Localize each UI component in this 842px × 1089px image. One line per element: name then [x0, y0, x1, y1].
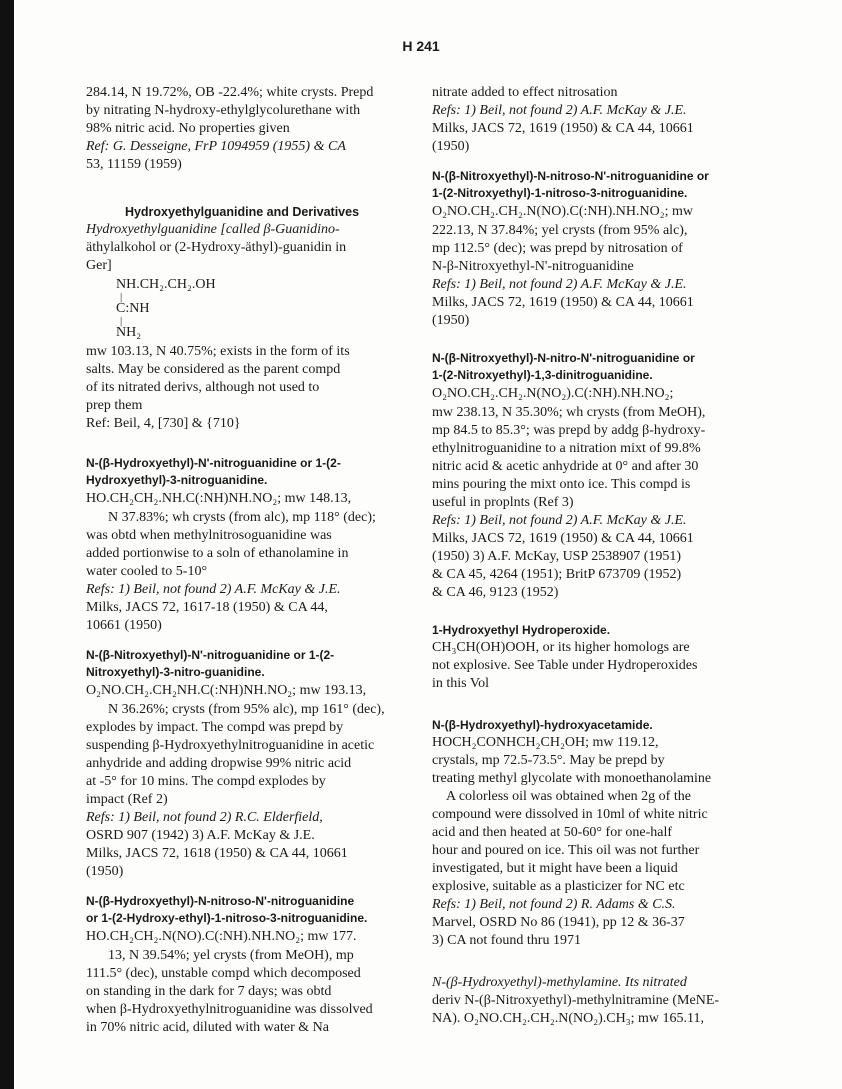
ref-line: Milks, JACS 72, 1619 (1950) & CA 44, 10661: [432, 295, 694, 310]
ref-line: Refs: 1) Beil, not found 2) A.F. McKay & J.E.: [86, 582, 341, 597]
left-column: [86, 84, 398, 1049]
compound-entry: [86, 893, 398, 1037]
ref-line: Ref: Beil, 4, [730] & {710}: [86, 416, 241, 431]
text-line: mp 84.5 to 85.3°; was prepd by addg β-hydroxy-: [432, 423, 706, 438]
formula-line: O₂NO.CH₂.CH₂.N(NO).C(:NH).NH.NO₂; mw: [432, 204, 694, 219]
text-line: 111.5° (dec), unstable compd which decomposed: [86, 966, 361, 981]
text-line: in this Vol: [432, 676, 490, 691]
text-line: Hydroxyethylguanidine [called β-Guanidino-: [86, 222, 340, 237]
text-line: N 36.26%; crysts (from 95% alc), mp 161° (dec),: [108, 702, 385, 717]
structural-formula: [116, 277, 398, 341]
text-line: useful in proplnts (Ref 3): [432, 495, 574, 510]
text-line: water cooled to 5-10°: [86, 564, 208, 579]
ref-line: Refs: 1) Beil, not found 2) A.F. McKay & J.E.: [432, 103, 687, 118]
entry-title: N-(β-Hydroxyethyl)-N'-nitroguanidine or 1-(2-: [86, 456, 341, 470]
struct-line: C:NH: [116, 301, 150, 316]
text-line: salts. May be considered as the parent compd: [86, 362, 341, 377]
text-line: CH₃CH(OH)OOH, or its higher homologs are: [432, 640, 690, 655]
intro-entry: [86, 84, 398, 174]
entry-title: N-(β-Hydroxyethyl)-N-nitroso-N'-nitroguanidine: [86, 894, 355, 908]
formula-line: O₂NO.CH₂.CH₂NH.C(:NH)NH.NO₂; mw 193.13,: [86, 683, 367, 698]
ref-line: (1950) 3) A.F. McKay, USP 2538907 (1951): [432, 549, 682, 564]
ref-line: 10661 (1950): [86, 618, 162, 633]
text-line: HOCH₂CONHCH₂CH₂OH; mw 119.12,: [432, 735, 659, 750]
formula-line: HO.CH₂CH₂.NH.C(:NH)NH.NO₂; mw 148.13,: [86, 491, 352, 506]
entry-title: 1-Hydroxyethyl Hydroperoxide.: [432, 623, 611, 637]
ref-line: (1950): [432, 139, 470, 154]
text-line: NA). O₂NO.CH₂.CH₂.N(NO₂).CH₃; mw 165.11,: [432, 1011, 704, 1026]
ref-line: Refs: 1) Beil, not found 2) R. Adams & C.S.: [432, 897, 676, 912]
text-line: nitrate added to effect nitrosation: [432, 85, 618, 100]
bond-line: |: [120, 291, 123, 303]
continuation-entry: [432, 84, 768, 156]
entry-title: N-(β-Nitroxyethyl)-N'-nitroguanidine or 1-(2-: [86, 648, 335, 662]
ref-line: & CA 45, 4264 (1951); BritP 673709 (1952): [432, 567, 682, 582]
text-line: anhydride and adding dropwise 99% nitric acid: [86, 756, 352, 771]
ref-line: 3) CA not found thru 1971: [432, 933, 581, 948]
text-line: suspending β-Hydroxyethylnitroguanidine in acetic: [86, 738, 375, 753]
right-column: [432, 84, 768, 1040]
entry-title: 1-(2-Nitroxyethyl)-1,3-dinitroguanidine.: [432, 368, 653, 382]
text-line: added portionwise to a soln of ethanolamine in: [86, 546, 349, 561]
text-line: compound were dissolved in 10ml of white nitric: [432, 807, 708, 822]
text-line: when β-Hydroxyethylnitroguanidine was dissolved: [86, 1002, 373, 1017]
entry-title: Nitroxyethyl)-3-nitro-guanidine.: [86, 665, 265, 679]
formula-line: HO.CH₂CH₂.N(NO).C(:NH).NH.NO₂; mw 177.: [86, 929, 357, 944]
struct-line: NH.CH₂.CH₂.OH: [116, 277, 216, 292]
compound-entry: [86, 647, 398, 881]
text-line: investigated, but it might have been a liquid: [432, 861, 678, 876]
ref-line: Marvel, OSRD No 86 (1941), pp 12 & 36-37: [432, 915, 685, 930]
ref-line: Refs: 1) Beil, not found 2) R.C. Elderfield,: [86, 810, 323, 825]
text-line: impact (Ref 2): [86, 792, 168, 807]
text-line: mw 103.13, N 40.75%; exists in the form of its: [86, 344, 350, 359]
bond-line: |: [120, 315, 123, 327]
text-line: on standing in the dark for 7 days; was obtd: [86, 984, 332, 999]
text-line: 98% nitric acid. No properties given: [86, 121, 290, 136]
text-line: mp 112.5° (dec); was prepd by nitrosation of: [432, 241, 683, 256]
text-line: mins pouring the mixt onto ice. This compd is: [432, 477, 691, 492]
text-line: acid and then heated at 50-60° for one-half: [432, 825, 672, 840]
text-line: Ger]: [86, 258, 112, 273]
ref-line: 53, 11159 (1959): [86, 157, 182, 172]
section-heading: Hydroxyethylguanidine and Derivatives: [124, 205, 360, 219]
entry-title: Hydroxyethyl)-3-nitroguanidine.: [86, 473, 268, 487]
text-line: prep them: [86, 398, 143, 413]
entry-title: N-(β-Nitroxyethyl)-N-nitroso-N'-nitroguanidine or: [432, 169, 709, 183]
ref-line: Refs: 1) Beil, not found 2) A.F. McKay & J.E.: [432, 513, 687, 528]
text-line: A colorless oil was obtained when 2g of the: [446, 789, 691, 804]
compound-entry: [432, 974, 768, 1028]
ref-line: Milks, JACS 72, 1619 (1950) & CA 44, 10661: [432, 121, 694, 136]
text-line: 284.14, N 19.72%, OB -22.4%; white crysts. Prepd: [86, 85, 374, 100]
text-line: treating methyl glycolate with monoethanolamine: [432, 771, 712, 786]
text-line: hour and poured on ice. This oil was not further: [432, 843, 700, 858]
ref-line: (1950): [432, 313, 470, 328]
text-line: deriv N-(β-Nitroxyethyl)-methylnitramine (MeNE-: [432, 993, 720, 1008]
ref-line: Milks, JACS 72, 1619 (1950) & CA 44, 10661: [432, 531, 694, 546]
entry-title: N-(β-Nitroxyethyl)-N-nitro-N'-nitroguanidine or: [432, 351, 695, 365]
compound-entry: [432, 168, 768, 330]
ref-line: OSRD 907 (1942) 3) A.F. McKay & J.E.: [86, 828, 315, 843]
ref-line: Refs: 1) Beil, not found 2) A.F. McKay & J.E.: [432, 277, 687, 292]
entry-title: or 1-(2-Hydroxy-ethyl)-1-nitroso-3-nitroguanidine.: [86, 911, 368, 925]
text-line: not explosive. See Table under Hydroperoxides: [432, 658, 698, 673]
ref-line: Ref: G. Desseigne, FrP 1094959 (1955) & CA: [86, 139, 346, 154]
text-line: explosive, suitable as a plasticizer for NC etc: [432, 879, 685, 894]
text-line: explodes by impact. The compd was prepd by: [86, 720, 344, 735]
text-line: ethylnitroguanidine to a nitration mixt of 99.8%: [432, 441, 701, 456]
text-line: crystals, mp 72.5-73.5°. May be prepd by: [432, 753, 665, 768]
text-line: mw 238.13, N 35.30%; wh crysts (from MeOH),: [432, 405, 706, 420]
compound-entry: [432, 717, 768, 950]
text-line: N 37.83%; wh crysts (from alc), mp 118° (dec);: [108, 510, 376, 525]
text-line: in 70% nitric acid, diluted with water & Na: [86, 1020, 329, 1035]
compound-entry: [432, 622, 768, 693]
hydroxyethylguanidine-entry: [86, 204, 398, 433]
scan-edge-bar: [0, 0, 14, 1089]
ref-line: Milks, JACS 72, 1617-18 (1950) & CA 44,: [86, 600, 328, 615]
text-line: äthylalkohol or (2-Hydroxy-äthyl)-guanidin in: [86, 240, 347, 255]
text-line: 222.13, N 37.84%; yel crysts (from 95% alc),: [432, 223, 688, 238]
compound-entry: [432, 350, 768, 602]
entry-title: N-(β-Hydroxyethyl)-hydroxyacetamide.: [432, 718, 653, 732]
page-header: H 241: [402, 38, 440, 54]
text-line: nitric acid & acetic anhydride at 0° and after 30: [432, 459, 699, 474]
text-line: 13, N 39.54%; yel crysts (from MeOH), mp: [108, 948, 354, 963]
struct-line: NH₂: [116, 325, 142, 340]
text-line: N-(β-Hydroxyethyl)-methylamine. Its nitrated: [432, 975, 687, 990]
ref-line: (1950): [86, 864, 124, 879]
entry-title: 1-(2-Nitroxyethyl)-1-nitroso-3-nitroguanidine.: [432, 186, 688, 200]
text-line: of its nitrated derivs, although not used to: [86, 380, 320, 395]
text-line: at -5° for 10 mins. The compd explodes by: [86, 774, 326, 789]
ref-line: Milks, JACS 72, 1618 (1950) & CA 44, 10661: [86, 846, 348, 861]
text-line: was obtd when methylnitrosoguanidine was: [86, 528, 332, 543]
text-line: N-β-Nitroxyethyl-N'-nitroguanidine: [432, 259, 634, 274]
ref-line: & CA 46, 9123 (1952): [432, 585, 559, 600]
text-line: by nitrating N-hydroxy-ethylglycolurethane with: [86, 103, 361, 118]
formula-line: O₂NO.CH₂.CH₂.N(NO₂).C(:NH).NH.NO₂;: [432, 386, 674, 401]
compound-entry: [86, 455, 398, 635]
